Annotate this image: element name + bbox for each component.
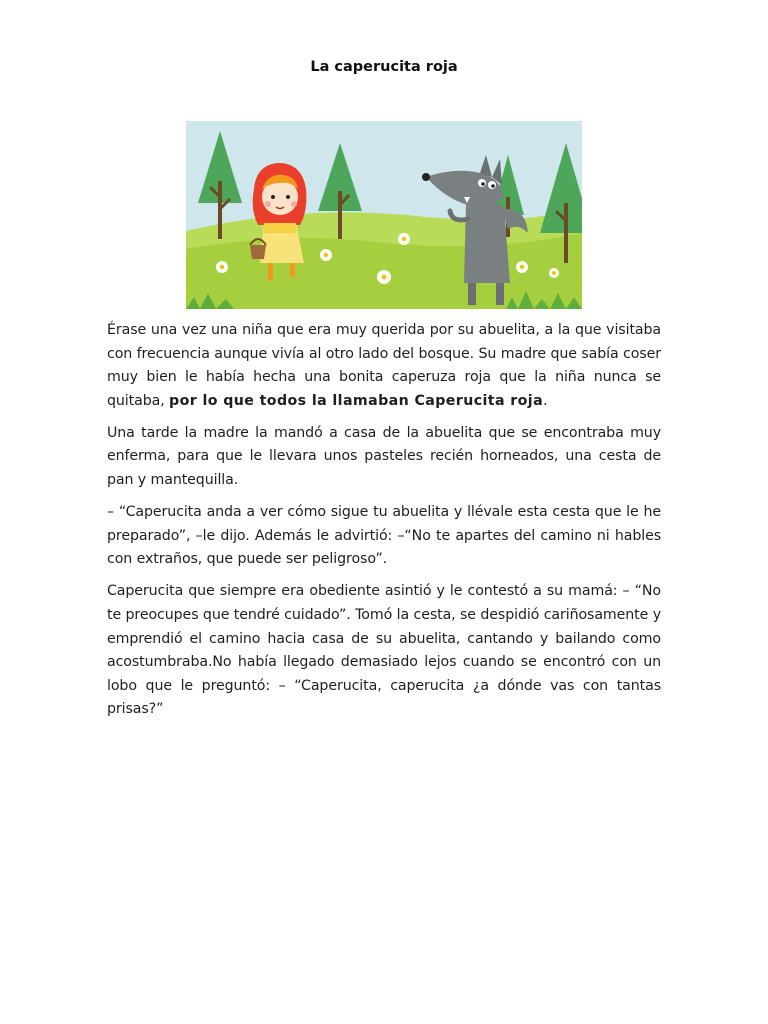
paragraph-2: Una tarde la madre la mandó a casa de la abuelita que se encontraba muy enferma, para que le llevara unos pasteles recién horneados, una cesta de pan y mantequilla. [107,424,661,489]
paragraph-1-end: . [543,392,548,409]
paragraph-1 [107,319,661,413]
paragraph-4: Caperucita que siempre era obediente asintió y le contestó a su mamá: – “No te preocupes que tendré cuidado”. Tomó la cesta, se despidió cariñosamente y emprendió el camino hacia casa de su abuelita, cantando y bailando como acostumbraba.No había llegado demasiado lejos cuando se encontró con un lobo que le preguntó: – “Caperucita, caperucita ¿a dónde vas con tantas prisas?” [107,583,661,718]
paragraph-3: – “Caperucita anda a ver cómo sigue tu abuelita y llévale esta cesta que le he preparado”, –le dijo. Además le advirtió: –“No te apartes del camino ni hables con extraños, que puede ser peligroso”. [107,504,661,568]
paragraph-1-bold: por lo que todos la llamaban Caperucita roja [169,392,544,409]
story-illustration [186,121,582,309]
story-body [107,319,661,731]
document-title: La caperucita roja [310,59,458,75]
paragraph-1-text: Érase una vez una niña que era muy querida por su abuelita, a la que visitaba con frecuencia aunque vivía al otro lado del bosque. Su madre que sabía coser muy bien le había hecha una bonita caperuza roja que la niña nunca se quitaba, [107,322,661,409]
